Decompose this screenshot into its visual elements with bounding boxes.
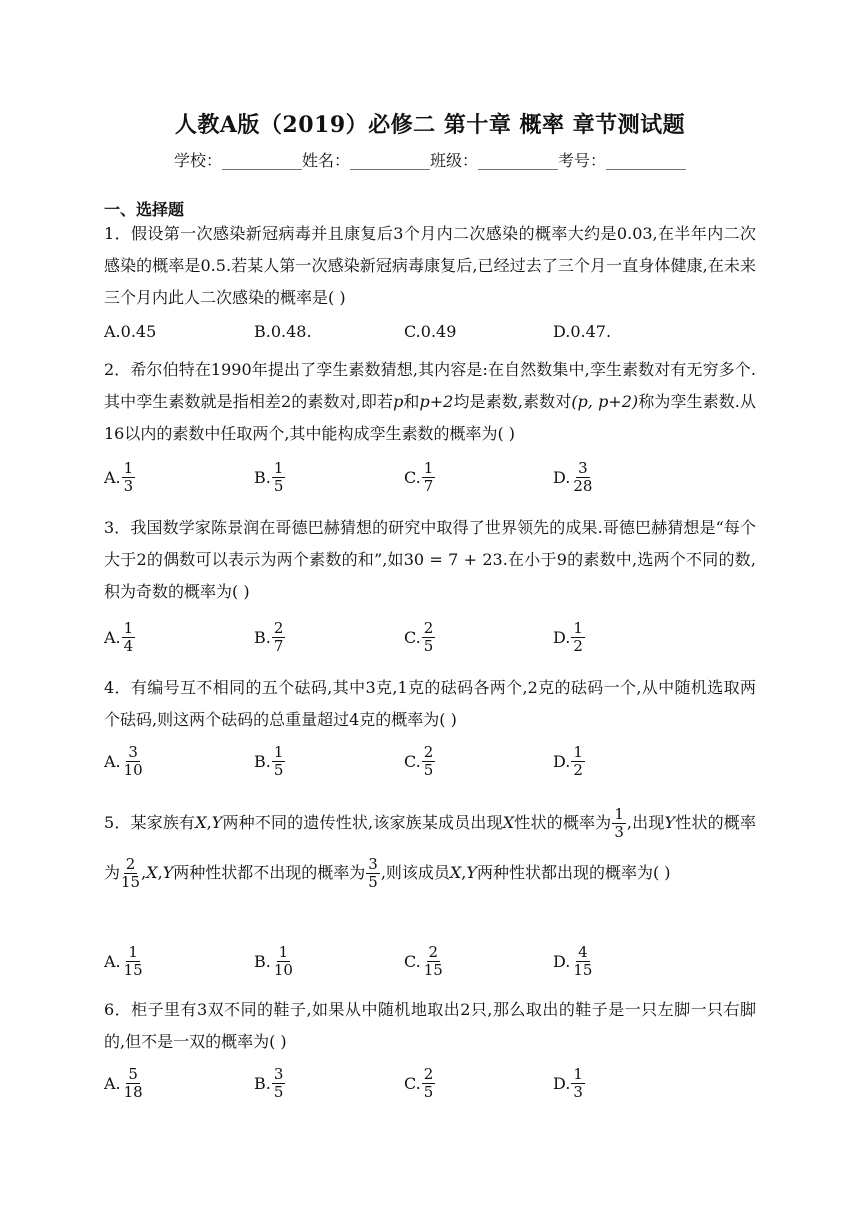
class-field: 班级：__________ xyxy=(430,151,559,170)
question-2-options xyxy=(104,460,756,504)
q5-fraction-2: $\frac{2}{15}$ xyxy=(121,855,141,891)
q3-text-b: .在小于9的素数中,选两个不同的数,积为奇数的概率为( ) xyxy=(104,550,756,601)
q3-expr: 30 = 7 + 23 xyxy=(403,550,503,569)
q2-text-a: 2．希尔伯特在1990年提出了孪生素数猜想,其内容是:在自然数集中,孪生素数对有无穷多个.其中孪生素数就是指相差2的素数对,即若 xyxy=(104,360,756,411)
q4-option-d: D. $\frac{1}{2}$ xyxy=(553,743,583,779)
student-info-line xyxy=(0,148,860,171)
q5-option-d: D. $\frac{4}{15}$ xyxy=(553,943,593,979)
question-1: 1．假设第一次感染新冠病毒并且康复后3个月内二次感染的概率大约是0.03,在半年内二次感染的概率是0.5.若某人第一次感染新冠病毒康复后,已经过去了三个月一直身体健康,在未来三个月内此人二次感染的概率是( ) xyxy=(104,224,756,307)
q2-option-d: D. $\frac{3}{28}$ xyxy=(553,459,593,495)
q3-text-a: 3．我国数学家陈景润在哥德巴赫猜想的研究中取得了世界领先的成果.哥德巴赫猜想是“每个大于2的偶数可以表示为两个素数的和”,如 xyxy=(104,518,756,569)
q6-option-d: D. $\frac{1}{3}$ xyxy=(553,1065,583,1101)
q4-option-c: C. $\frac{2}{5}$ xyxy=(404,743,434,779)
q2-expr-pair: (p, p+2) xyxy=(571,392,639,411)
question-5: 5．某家族有X,Y两种不同的遗传性状,该家族某成员出现X性状的概率为 $\frac{1}{3}$ ,出现Y性状的概率为 $\frac{2}{15}$ ,X,Y两种性状都不出现的概率为 $\frac{3}{5}$ ,则该成员X,Y两种性状都出现的概率为( ) xyxy=(104,805,756,891)
q5-option-a: A. $\frac{1}{15}$ xyxy=(104,943,143,979)
q5-option-b: B. $\frac{1}{10}$ xyxy=(254,943,293,979)
q1-option-a: A.0.45 xyxy=(104,322,157,341)
q2-expr-p2: p+2 xyxy=(419,392,454,411)
q1-option-d: D.0.47. xyxy=(553,322,612,341)
question-3 xyxy=(104,512,756,608)
q6-option-a: A. $\frac{5}{18}$ xyxy=(104,1065,143,1101)
q2-option-b: B. $\frac{1}{5}$ xyxy=(254,459,284,495)
page-title: 人教A版（2019）必修二 第十章 概率 章节测试题 xyxy=(174,112,686,138)
question-4: 4．有编号互不相同的五个砝码,其中3克,1克的砝码各两个,2克的砝码一个,从中随机选取两个砝码,则这两个砝码的总重量超过4克的概率为( ) xyxy=(104,678,756,729)
q1-option-c: C.0.49 xyxy=(404,322,457,341)
q3-option-c: C. $\frac{2}{5}$ xyxy=(404,619,434,655)
q5-option-c: C. $\frac{2}{15}$ xyxy=(404,943,443,979)
name-field: 姓名：__________ xyxy=(301,151,430,170)
q2-text-b: 和 xyxy=(403,392,420,411)
q2-text-c: 均是素数,素数对 xyxy=(453,392,572,411)
question-5-options xyxy=(104,944,756,988)
section-title: 一、选择题 xyxy=(104,200,185,219)
q3-option-a: A. $\frac{1}{4}$ xyxy=(104,619,134,655)
question-3-options xyxy=(104,620,756,664)
question-2 xyxy=(104,354,756,450)
q4-option-b: B. $\frac{1}{5}$ xyxy=(254,743,284,779)
q1-option-b: B.0.48. xyxy=(254,322,312,341)
q2-var-p: p xyxy=(393,392,404,411)
q5-fraction-1: $\frac{1}{3}$ xyxy=(614,805,624,841)
question-4-options xyxy=(104,744,756,788)
q5-fraction-3: $\frac{3}{5}$ xyxy=(368,855,378,891)
q4-option-a: A. $\frac{3}{10}$ xyxy=(104,743,143,779)
q2-option-c: C. $\frac{1}{7}$ xyxy=(404,459,434,495)
q2-text-d: 称为孪生素数.从16以内的素数中任取两个,其中能构成孪生素数的概率为( ) xyxy=(104,392,756,443)
q3-option-b: B. $\frac{2}{7}$ xyxy=(254,619,284,655)
q2-option-a: A. $\frac{1}{3}$ xyxy=(104,459,134,495)
id-field: 考号：__________ xyxy=(558,151,687,170)
q6-option-c: C. $\frac{2}{5}$ xyxy=(404,1065,434,1101)
q6-option-b: B. $\frac{3}{5}$ xyxy=(254,1065,284,1101)
q3-option-d: D. $\frac{1}{2}$ xyxy=(553,619,583,655)
question-6: 6．柜子里有3双不同的鞋子,如果从中随机地取出2只,那么取出的鞋子是一只左脚一只右脚的,但不是一双的概率为( ) xyxy=(104,1000,756,1051)
question-6-options xyxy=(104,1066,756,1110)
school-field: 学校：__________ xyxy=(173,151,302,170)
